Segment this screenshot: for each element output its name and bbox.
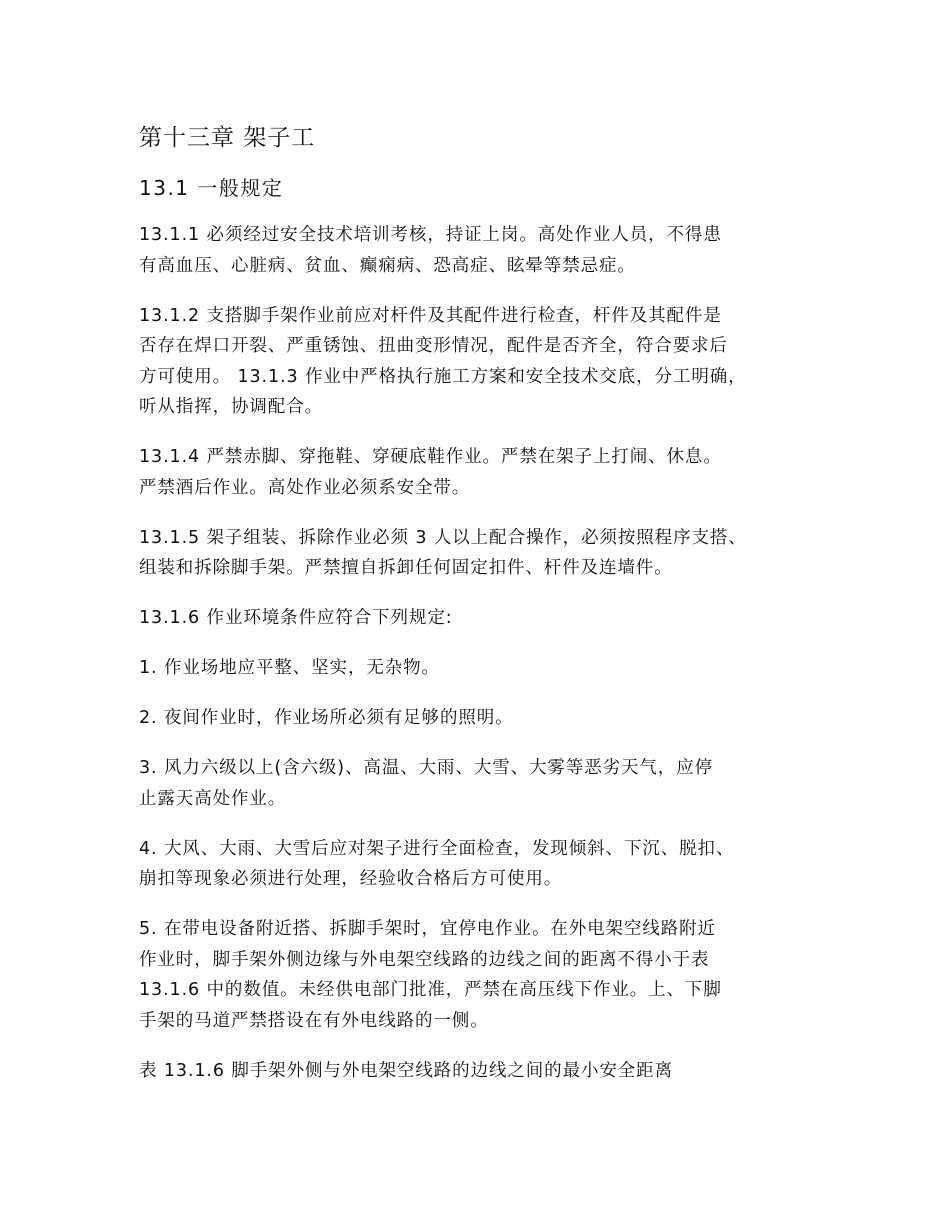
paragraph-line: 手架的马道严禁搭设在有外电线路的一侧。 [139, 1010, 489, 1031]
list-item-5 [139, 914, 829, 1036]
table-caption [139, 1056, 829, 1087]
paragraph-line: 否存在焊口开裂、严重锈蚀、扭曲变形情况，配件是否齐全，符合要求后 [139, 336, 728, 356]
chapter-title: 第十三章 架子工 [139, 125, 316, 151]
paragraph-line: 3. 风力六级以上(含六级)、高温、大雨、大雪、大雾等恶劣天气，应停 [139, 758, 714, 778]
paragraph-line: 13.1.6 中的数值。未经供电部门批准，严禁在高压线下作业。上、下脚 [139, 980, 722, 1000]
paragraph-line: 13.1.2 支搭脚手架作业前应对杆件及其配件进行检查，杆件及其配件是 [139, 305, 722, 326]
paragraph-line: 严禁酒后作业。高处作业必须系安全带。 [139, 477, 471, 498]
paragraph-line: 作业时，脚手架外侧边缘与外电架空线路的边线之间的距离不得小于表 [139, 949, 710, 970]
paragraph-line: 1. 作业场地应平整、坚实，无杂物。 [139, 658, 440, 678]
paragraph-line: 4. 大风、大雨、大雪后应对架子进行全面检查，发现倾斜、下沉、脱扣、 [139, 838, 735, 859]
paragraph-13-1-2 [139, 301, 829, 423]
paragraph-line: 5. 在带电设备附近搭、拆脚手架时，宜停电作业。在外电架空线路附近 [139, 919, 716, 939]
document-page [139, 118, 829, 1106]
paragraph-line: 2. 夜间作业时，作业场所必须有足够的照明。 [139, 708, 514, 728]
paragraph-line: 13.1.6 作业环境条件应符合下列规定: [139, 608, 453, 628]
section-title: 13.1 一般规定 [139, 176, 284, 200]
paragraph-13-1-5 [139, 523, 829, 584]
paragraph-line: 表 13.1.6 脚手架外侧与外电架空线路的边线之间的最小安全距离 [139, 1060, 673, 1081]
paragraph-line: 13.1.1 必须经过安全技术培训考核，持证上岗。高处作业人员，不得患 [139, 225, 722, 245]
paragraph-line: 组装和拆除脚手架。严禁擅自拆卸任何固定扣件、杆件及连墙件。 [139, 558, 673, 578]
paragraph-line: 13.1.4 严禁赤脚、穿拖鞋、穿硬底鞋作业。严禁在架子上打闹、休息。 [139, 447, 722, 467]
list-item-1 [139, 653, 829, 684]
paragraph-line: 崩扣等现象必须进行处理，经验收合格后方可使用。 [139, 869, 563, 889]
paragraph-line: 听从指挥，协调配合。 [139, 397, 323, 417]
paragraph-13-1-1 [139, 220, 829, 281]
paragraph-line: 止露天高处作业。 [139, 788, 287, 809]
paragraph-13-1-6 [139, 603, 829, 634]
list-item-4 [139, 834, 829, 895]
list-item-2 [139, 703, 829, 734]
paragraph-line: 方可使用。 13.1.3 作业中严格执行施工方案和安全技术交底，分工明确， [139, 366, 747, 387]
paragraph-line: 13.1.5 架子组装、拆除作业必须 3 人以上配合操作，必须按照程序支搭、 [139, 527, 747, 548]
paragraph-13-1-4 [139, 442, 829, 503]
paragraph-line: 有高血压、心脏病、贫血、癫痫病、恐高症、眩晕等禁忌症。 [139, 255, 636, 276]
list-item-3 [139, 753, 829, 814]
